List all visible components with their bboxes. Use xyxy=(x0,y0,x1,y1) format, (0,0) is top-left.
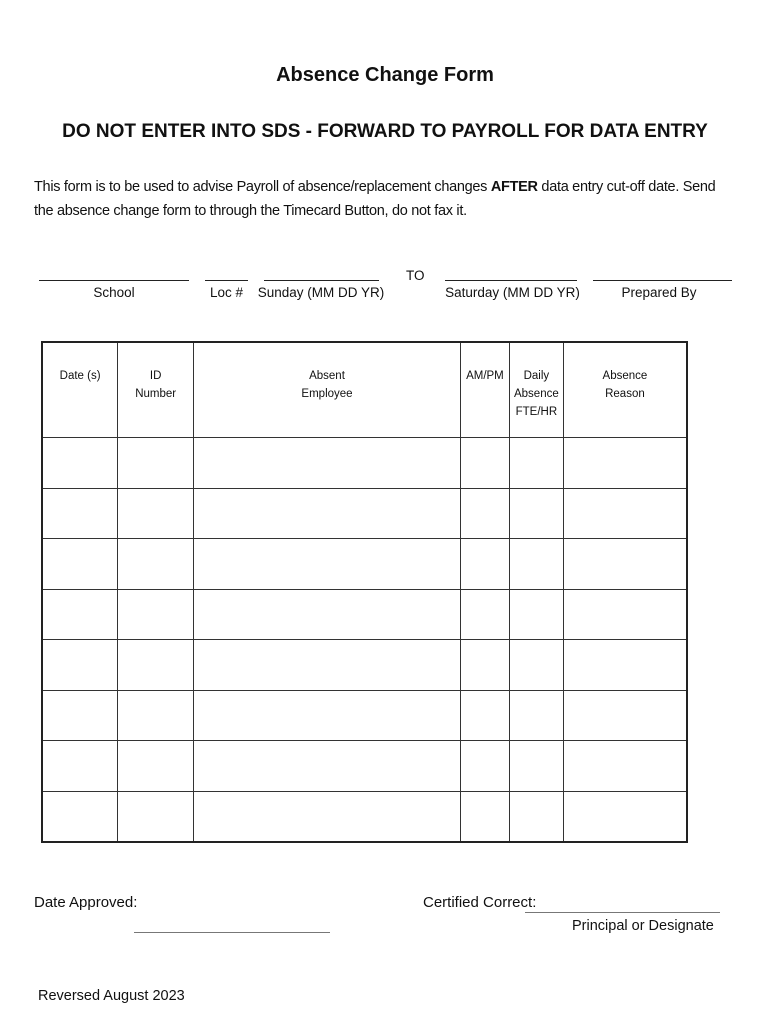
table-row xyxy=(42,589,687,640)
school-label: School xyxy=(93,285,135,300)
cell-absence-reason[interactable] xyxy=(563,539,687,590)
cell-daily-absence[interactable] xyxy=(509,488,563,539)
cell-dates[interactable] xyxy=(42,640,118,691)
date-approved-label: Date Approved: xyxy=(34,894,138,911)
cell-daily-absence[interactable] xyxy=(509,589,563,640)
header-line: ID xyxy=(149,370,162,382)
cell-am-pm[interactable] xyxy=(460,640,509,691)
cell-daily-absence[interactable] xyxy=(509,690,563,741)
table-header-row xyxy=(42,342,687,438)
revision-note: Reversed August 2023 xyxy=(38,988,185,1004)
cell-dates[interactable] xyxy=(42,791,118,842)
sunday-date-label: Sunday (MM DD YR) xyxy=(257,285,385,300)
cell-dates[interactable] xyxy=(42,741,118,792)
cell-am-pm[interactable] xyxy=(460,690,509,741)
header-line: Date (s) xyxy=(59,370,101,382)
cell-dates[interactable] xyxy=(42,438,118,489)
cell-absence-reason[interactable] xyxy=(563,690,687,741)
sunday-date-field[interactable] xyxy=(264,280,379,281)
cell-dates[interactable] xyxy=(42,690,118,741)
cell-am-pm[interactable] xyxy=(460,488,509,539)
saturday-date-field[interactable] xyxy=(445,280,577,281)
column-header-absent-employee xyxy=(194,342,461,438)
cell-absent-employee[interactable] xyxy=(194,741,461,792)
loc-label: Loc # xyxy=(209,285,244,300)
header-line: AM/PM xyxy=(466,370,504,382)
cell-id-number[interactable] xyxy=(118,741,194,792)
table-row xyxy=(42,488,687,539)
saturday-date-label: Saturday (MM DD YR) xyxy=(445,285,580,300)
form-subtitle: DO NOT ENTER INTO SDS - FORWARD TO PAYROLL FOR DATA ENTRY xyxy=(62,121,708,142)
table-row xyxy=(42,690,687,741)
header-line: Absence xyxy=(513,388,559,400)
cell-absent-employee[interactable] xyxy=(194,589,461,640)
header-line: FTE/HR xyxy=(515,406,558,418)
cell-daily-absence[interactable] xyxy=(509,640,563,691)
cell-absent-employee[interactable] xyxy=(194,438,461,489)
cell-am-pm[interactable] xyxy=(460,589,509,640)
instructions-paragraph xyxy=(34,175,734,223)
column-header-daily-absence xyxy=(509,342,563,438)
table-row xyxy=(42,539,687,590)
header-line: Employee xyxy=(301,388,353,400)
cell-dates[interactable] xyxy=(42,488,118,539)
column-header-dates xyxy=(42,342,118,438)
cell-id-number[interactable] xyxy=(118,589,194,640)
cell-absence-reason[interactable] xyxy=(563,640,687,691)
column-header-am-pm xyxy=(460,342,509,438)
cell-id-number[interactable] xyxy=(118,539,194,590)
principal-label: Principal or Designate xyxy=(572,918,714,934)
cell-id-number[interactable] xyxy=(118,791,194,842)
cell-absence-reason[interactable] xyxy=(563,741,687,792)
cell-absent-employee[interactable] xyxy=(194,640,461,691)
cell-id-number[interactable] xyxy=(118,488,194,539)
table-body xyxy=(42,438,687,843)
loc-field[interactable] xyxy=(205,280,248,281)
date-approved-field[interactable] xyxy=(134,932,330,933)
cell-id-number[interactable] xyxy=(118,690,194,741)
cell-absence-reason[interactable] xyxy=(563,488,687,539)
header-line: Absence xyxy=(602,370,648,382)
cell-dates[interactable] xyxy=(42,589,118,640)
cell-absent-employee[interactable] xyxy=(194,488,461,539)
header-line: Reason xyxy=(605,388,645,400)
cell-dates[interactable] xyxy=(42,539,118,590)
cell-daily-absence[interactable] xyxy=(509,539,563,590)
cell-absence-reason[interactable] xyxy=(563,589,687,640)
absence-table xyxy=(41,341,688,843)
instructions-text-post: data entry cut-off date. Send the absence change form to through the Timecard Button, do not fax it. xyxy=(34,179,716,219)
cell-absent-employee[interactable] xyxy=(194,690,461,741)
certified-correct-label: Certified Correct: xyxy=(423,894,537,911)
cell-absent-employee[interactable] xyxy=(194,791,461,842)
cell-am-pm[interactable] xyxy=(460,438,509,489)
cell-id-number[interactable] xyxy=(118,640,194,691)
table-row xyxy=(42,741,687,792)
form-title: Absence Change Form xyxy=(276,64,494,86)
cell-absence-reason[interactable] xyxy=(563,438,687,489)
table-row xyxy=(42,438,687,489)
column-header-id-number xyxy=(118,342,194,438)
cell-am-pm[interactable] xyxy=(460,539,509,590)
cell-daily-absence[interactable] xyxy=(509,791,563,842)
cell-am-pm[interactable] xyxy=(460,791,509,842)
cell-daily-absence[interactable] xyxy=(509,438,563,489)
cell-absence-reason[interactable] xyxy=(563,791,687,842)
header-line: Number xyxy=(135,388,177,400)
column-header-absence-reason xyxy=(563,342,687,438)
table-row xyxy=(42,640,687,691)
header-line: Daily xyxy=(523,370,550,382)
certified-correct-field[interactable] xyxy=(525,912,720,913)
cell-absent-employee[interactable] xyxy=(194,539,461,590)
prepared-by-label: Prepared By xyxy=(621,285,697,300)
table-row xyxy=(42,791,687,842)
header-line: Absent xyxy=(309,370,345,382)
cell-am-pm[interactable] xyxy=(460,741,509,792)
cell-id-number[interactable] xyxy=(118,438,194,489)
instructions-text-bold: AFTER xyxy=(490,179,538,195)
instructions-text-pre: This form is to be used to advise Payroll of absence/replacement changes xyxy=(34,179,491,195)
prepared-by-field[interactable] xyxy=(593,280,732,281)
cell-daily-absence[interactable] xyxy=(509,741,563,792)
to-label: TO xyxy=(406,268,425,283)
school-field[interactable] xyxy=(39,280,189,281)
